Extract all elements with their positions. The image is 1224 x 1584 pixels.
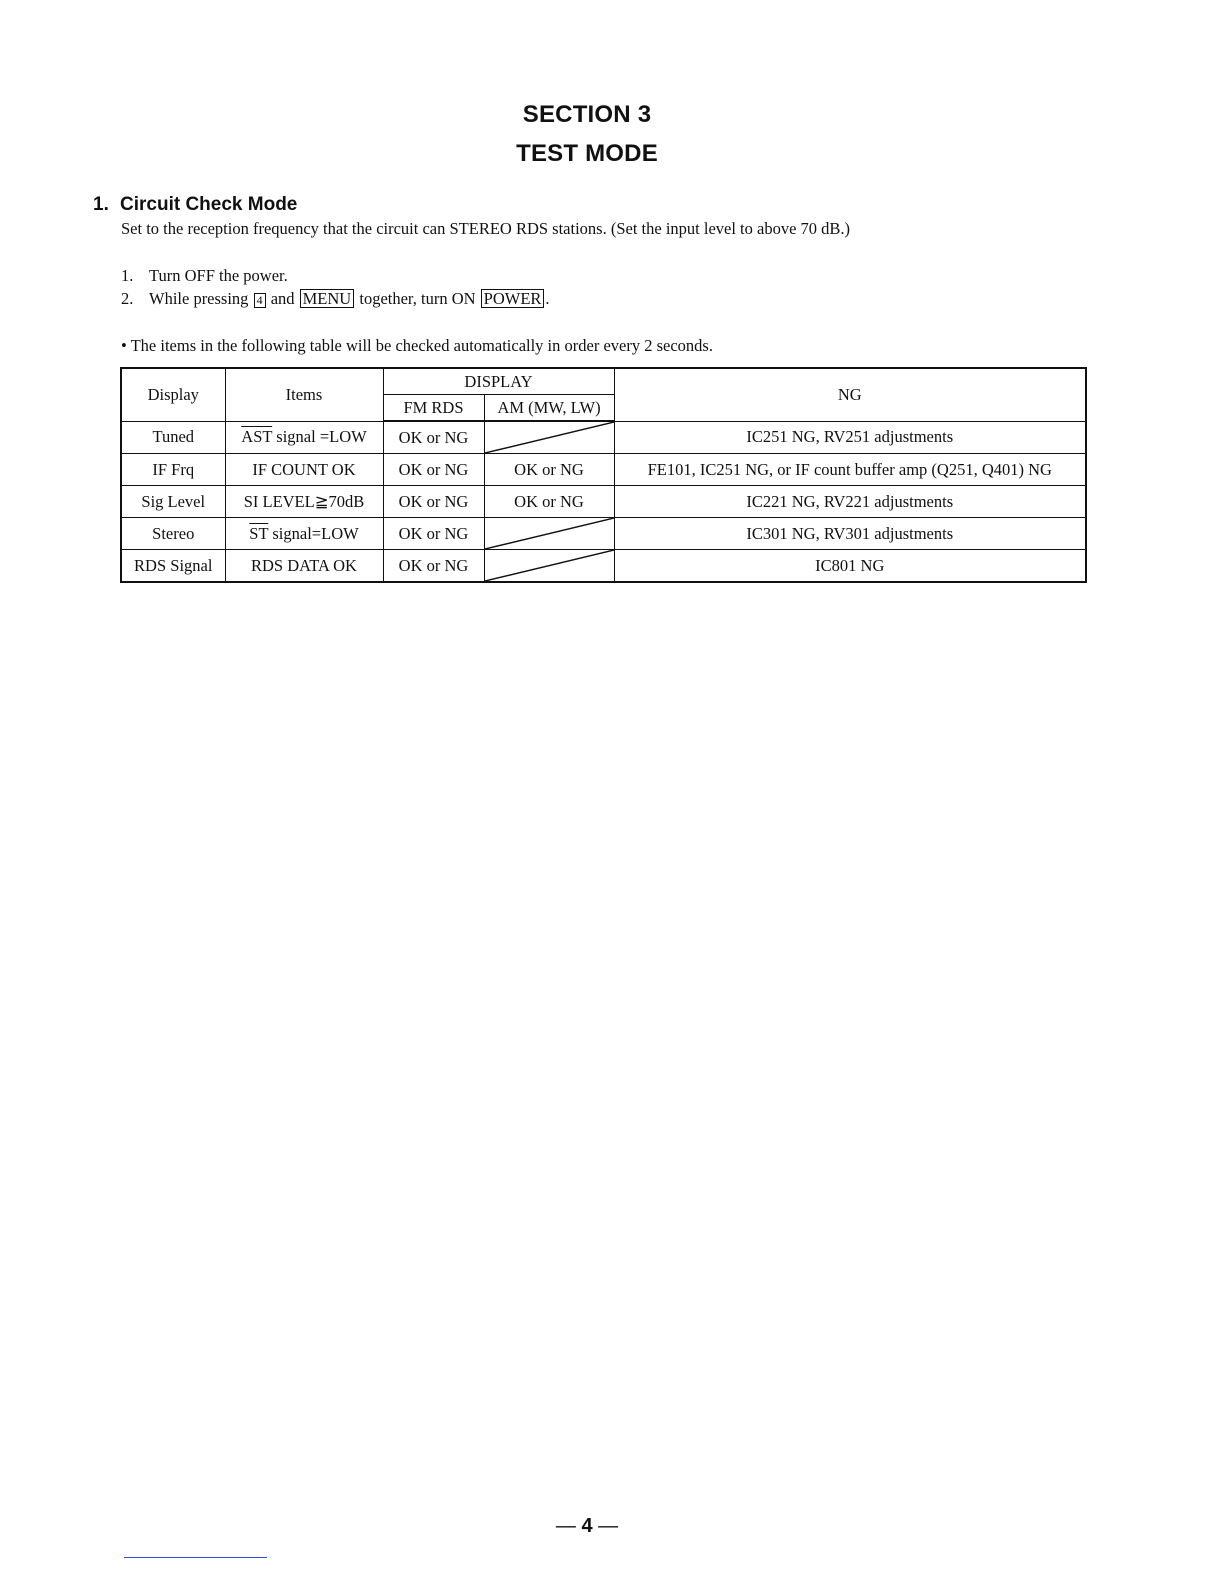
cell-ng: IC301 NG, RV301 adjustments <box>614 518 1086 550</box>
cell-display: Tuned <box>121 421 225 454</box>
item-rest: signal=LOW <box>268 523 359 543</box>
step-1 <box>121 266 288 286</box>
step-text-and: and <box>270 289 295 308</box>
subsection-number: 1. <box>93 194 109 215</box>
cell-display: IF Frq <box>121 454 225 486</box>
footer-rule <box>124 1557 267 1558</box>
subsection-title: Circuit Check Mode <box>120 194 298 215</box>
table-row <box>121 518 1086 550</box>
header-display: Display <box>121 368 225 421</box>
cell-ng: IC251 NG, RV251 adjustments <box>614 421 1086 454</box>
cell-fm: OK or NG <box>383 550 484 583</box>
header-am: AM (MW, LW) <box>484 395 614 422</box>
header-items: Items <box>225 368 383 421</box>
header-ng: NG <box>614 368 1086 421</box>
step-text-end: . <box>545 289 550 308</box>
overlined-text: $\overline{ST}$ <box>249 523 269 543</box>
cell-item: SI LEVEL≧70dB <box>225 486 383 518</box>
header-display-group: DISPLAY <box>383 368 614 395</box>
section-title: TEST MODE <box>516 140 658 167</box>
subsection-heading <box>93 194 297 216</box>
key-menu: MENU <box>300 289 355 308</box>
section-number: SECTION 3 <box>522 101 652 128</box>
page-number-value: 4 <box>581 1515 593 1537</box>
table-note: • The items in the following table will be checked automatically in order every 2 seconds. <box>121 336 713 355</box>
step-number: 2. <box>121 289 134 308</box>
cell-item <box>225 421 383 454</box>
cell-am-not-applicable <box>484 550 614 583</box>
cell-ng: FE101, IC251 NG, or IF count buffer amp (Q251, Q401) NG <box>614 454 1086 486</box>
intro-paragraph: Set to the reception frequency that the circuit can STEREO RDS stations. (Set the input level to above 70 dB.) <box>121 219 851 238</box>
header-fm-rds: FM RDS <box>383 395 484 422</box>
page-number <box>0 1515 1174 1538</box>
cell-display: Stereo <box>121 518 225 550</box>
cell-am: OK or NG <box>484 454 614 486</box>
circuit-check-table <box>120 367 1087 583</box>
cell-ng: IC221 NG, RV221 adjustments <box>614 486 1086 518</box>
cell-fm: OK or NG <box>383 486 484 518</box>
overlined-text: $\overline{AST}$ <box>241 427 273 447</box>
key-4: 4 <box>254 293 266 308</box>
step-number: 1. <box>121 266 134 285</box>
key-power: POWER <box>481 289 545 308</box>
cell-display: Sig Level <box>121 486 225 518</box>
cell-item: IF COUNT OK <box>225 454 383 486</box>
step-2 <box>121 289 550 309</box>
cell-item <box>225 518 383 550</box>
cell-item: RDS DATA OK <box>225 550 383 583</box>
table-row <box>121 421 1086 454</box>
cell-ng: IC801 NG <box>614 550 1086 583</box>
table-row <box>121 550 1086 583</box>
item-rest: signal =LOW <box>272 427 367 447</box>
cell-am-not-applicable <box>484 518 614 550</box>
table-row <box>121 486 1086 518</box>
page-dash-left: — <box>555 1515 576 1537</box>
cell-fm: OK or NG <box>383 421 484 454</box>
cell-am: OK or NG <box>484 486 614 518</box>
cell-am-not-applicable <box>484 421 614 454</box>
cell-display: RDS Signal <box>121 550 225 583</box>
cell-fm: OK or NG <box>383 518 484 550</box>
cell-fm: OK or NG <box>383 454 484 486</box>
step-text-pre: While pressing <box>149 289 249 308</box>
step-text: Turn OFF the power. <box>149 266 288 285</box>
table-row <box>121 454 1086 486</box>
step-text-mid: together, turn ON <box>359 289 476 308</box>
page-dash-right: — <box>598 1515 619 1537</box>
